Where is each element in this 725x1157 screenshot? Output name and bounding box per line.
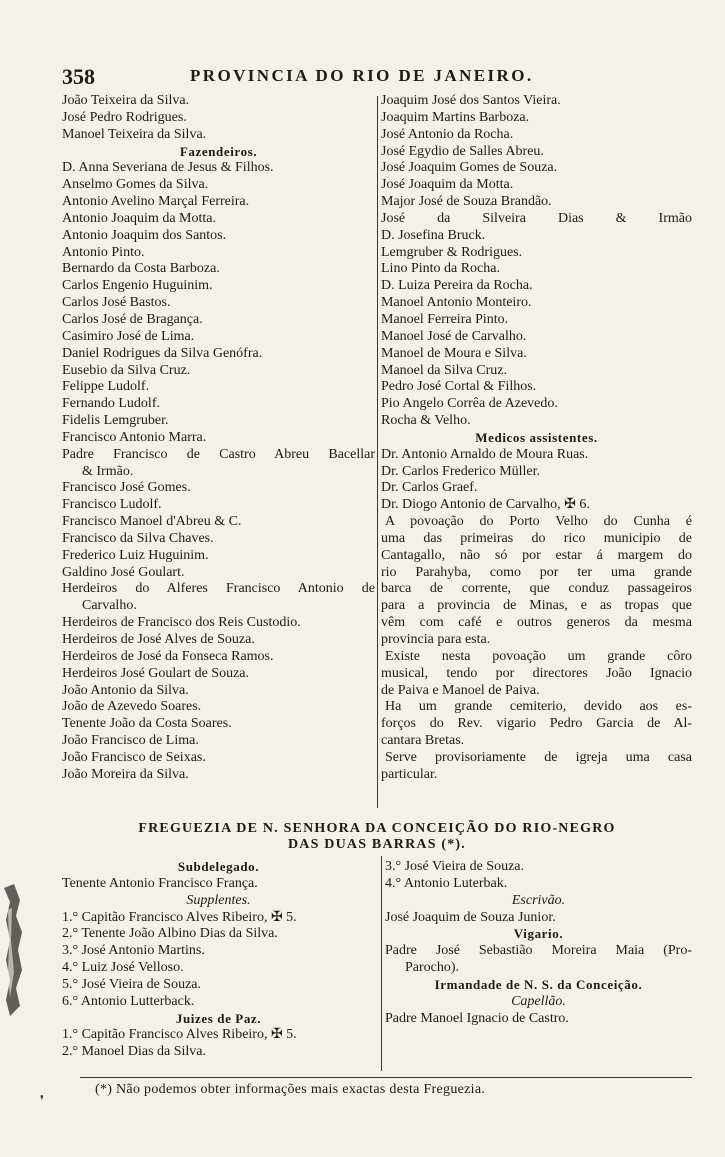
list-item: Antonio Joaquim da Motta.: [62, 210, 216, 226]
list-item: Manoel José de Carvalho.: [381, 328, 527, 344]
paragraph-line: A povoação do Porto Velho do Cunha é: [385, 514, 692, 530]
list-item: João Antonio da Silva.: [62, 682, 189, 698]
paragraph-line: rio Parahyba, como por ter uma grande: [381, 564, 692, 580]
list-item: Carlos Engenio Huguinim.: [62, 278, 213, 294]
page-title: PROVINCIA DO RIO DE JANEIRO.: [190, 66, 534, 85]
list-item: João Francisco de Seixas.: [62, 749, 206, 765]
right-column: [381, 93, 692, 784]
freguezia-right-column: [385, 859, 692, 1027]
list-item: Francisco Ludolf.: [62, 497, 162, 513]
list-item: D. Luiza Pereira da Rocha.: [381, 278, 533, 294]
section-heading-escrivao: Escrivão.: [511, 892, 566, 908]
list-item: Manoel Antonio Monteiro.: [381, 295, 532, 311]
list-item: 2.° Tenente João Albino Dias da Silva.: [62, 926, 278, 942]
list-item: Antonio Joaquim dos Santos.: [62, 227, 227, 243]
list-item: João Moreira da Silva.: [62, 766, 189, 782]
list-item: Manoel Teixeira da Silva.: [62, 126, 207, 142]
footnote: (*) Não podemos obter informações mais exactas desta Freguezia.: [95, 1082, 486, 1097]
list-item: Dr. Carlos Graef.: [381, 480, 478, 496]
paragraph-line: barca de corrente, que conduz passageiros: [381, 581, 692, 597]
list-item: Casimiro José de Lima.: [62, 328, 195, 344]
list-item: João Teixeira da Silva.: [62, 93, 190, 108]
list-item: Padre José Sebastião Moreira Maia (Pro-: [385, 943, 692, 959]
paragraph-line: particular.: [381, 766, 438, 782]
list-item: Dr. Antonio Arnaldo de Moura Ruas.: [381, 446, 589, 462]
binding-edge-image: [0, 880, 26, 1020]
list-item: D. Anna Severiana de Jesus & Filhos.: [62, 160, 274, 176]
section-heading-juizes: Juizes de Paz.: [175, 1010, 262, 1026]
list-item: Galdino José Goulart.: [62, 564, 185, 580]
list-item: Joaquim Martins Barboza.: [381, 109, 530, 125]
section-heading-irmandade: Irmandade de N. S. da Conceição.: [434, 976, 643, 992]
paragraph-line: vêm com café e outros generos da mesma: [381, 615, 692, 631]
list-item: Manoel de Moura e Silva.: [381, 345, 527, 361]
list-item: 4.° Luiz José Velloso.: [62, 960, 184, 976]
list-item: Bernardo da Costa Barboza.: [62, 261, 220, 277]
list-item: Padre Manoel Ignacio de Castro.: [385, 1010, 569, 1026]
paragraph-line: uma das primeiras do rico municipio de: [381, 530, 692, 546]
left-column: [62, 93, 375, 784]
paragraph-line: Serve provisoriamente de igreja uma casa: [385, 749, 692, 765]
list-item: Herdeiros de Francisco dos Reis Custodio.: [62, 615, 301, 631]
list-item: 2.° Manoel Dias da Silva.: [62, 1044, 207, 1060]
list-item: Tenente Antonio Francisco França.: [62, 875, 258, 891]
list-item: Manoel da Silva Cruz.: [381, 362, 507, 378]
paragraph-line: forços do Rev. vigario Pedro Garcia de Al-: [381, 716, 692, 732]
list-item: José Joaquim Gomes de Souza.: [381, 160, 558, 176]
list-item: 6.° Antonio Lutterback.: [62, 993, 195, 1009]
list-item: 1.° Capitão Francisco Alves Ribeiro, ✠ 5.: [62, 909, 297, 925]
list-item: Rocha & Velho.: [381, 413, 471, 429]
section-heading-capellao: Capellão.: [511, 993, 566, 1009]
list-item: 3.° José Vieira de Souza.: [385, 859, 525, 874]
list-item: João de Azevedo Soares.: [62, 699, 202, 715]
list-item-continuation: & Irmão.: [82, 463, 134, 479]
list-item: 1.° Capitão Francisco Alves Ribeiro, ✠ 5.: [62, 1027, 297, 1043]
paragraph-line: de Paiva e Manoel de Paiva.: [381, 682, 540, 698]
page-number: 358: [62, 64, 95, 89]
section-heading-supplentes: Supplentes.: [186, 892, 251, 908]
column-divider: [381, 856, 382, 1071]
freguezia-title-line1: FREGUEZIA DE N. SENHORA DA CONCEIÇÃO DO RIO-NEGRO: [138, 821, 616, 836]
paragraph-line: musical, tendo por directores João Ignacio: [381, 665, 692, 681]
list-item: Dr. Carlos Frederico Müller.: [381, 463, 541, 479]
list-item-continuation: Parocho).: [405, 960, 460, 976]
list-item: D. Josefina Bruck.: [381, 227, 486, 243]
list-item: Fidelis Lemgruber.: [62, 413, 169, 429]
list-item: Daniel Rodrigues da Silva Genófra.: [62, 345, 263, 361]
paragraph-line: Existe nesta povoação um grande côro: [385, 648, 692, 664]
paragraph-line: Cantagallo, não só por estar á margem do: [381, 547, 692, 563]
footnote-divider: [80, 1077, 692, 1078]
list-item: 5.° José Vieira de Souza.: [62, 976, 202, 992]
paragraph-line: Ha um grande cemiterio, devido aos es-: [385, 699, 692, 715]
list-item: Francisco Antonio Marra.: [62, 429, 207, 445]
list-item: José Joaquim da Motta.: [381, 177, 514, 193]
freguezia-title: [62, 821, 692, 853]
list-item: Felippe Ludolf.: [62, 379, 150, 395]
list-item-continuation: Carvalho.: [82, 598, 137, 614]
list-item: Francisco da Silva Chaves.: [62, 530, 214, 546]
list-item: Carlos José Bastos.: [62, 295, 171, 311]
list-item: 3.° José Antonio Martins.: [62, 943, 205, 959]
paragraph-line: cantara Bretas.: [381, 733, 465, 749]
list-item: Pio Angelo Corrêa de Azevedo.: [381, 396, 558, 412]
list-item: Antonio Avelino Marçal Ferreira.: [62, 194, 250, 210]
list-item: Manoel Ferreira Pinto.: [381, 311, 509, 327]
list-item: Padre Francisco de Castro Abreu Bacellar: [62, 446, 375, 462]
list-item: Fernando Ludolf.: [62, 396, 160, 412]
list-item: 4.° Antonio Luterbak.: [385, 875, 508, 891]
list-item: Tenente João da Costa Soares.: [62, 716, 232, 732]
list-item: João Francisco de Lima.: [62, 733, 199, 749]
list-item: Frederico Luiz Huguinim.: [62, 547, 209, 563]
list-item: Dr. Diogo Antonio de Carvalho, ✠ 6.: [381, 497, 590, 513]
list-item: José Pedro Rodrigues.: [62, 109, 187, 125]
list-item: José Joaquim de Souza Junior.: [385, 909, 556, 925]
list-item: Lino Pinto da Rocha.: [381, 261, 500, 277]
list-item: Carlos José de Bragança.: [62, 311, 203, 327]
list-item: Herdeiros José Goulart de Souza.: [62, 665, 250, 681]
list-item: Anselmo Gomes da Silva.: [62, 177, 209, 193]
section-heading-subdelegado: Subdelegado.: [177, 859, 260, 874]
paragraph-line: provincia para esta.: [381, 632, 491, 647]
list-item: Francisco Manoel d'Abreu & C.: [62, 514, 242, 530]
list-item: Major José de Souza Brandão.: [381, 194, 552, 210]
paragraph-line: para a provincia de Minas, e as tropas que: [381, 598, 692, 614]
list-item: Lemgruber & Rodrigues.: [381, 244, 523, 260]
freguezia-title-line2: DAS DUAS BARRAS (*).: [287, 837, 466, 852]
list-item: Herdeiros de José Alves de Souza.: [62, 632, 255, 647]
list-item: Eusebio da Silva Cruz.: [62, 362, 191, 378]
stray-mark-icon: ❜: [40, 1093, 44, 1107]
list-item: Herdeiros de José da Fonseca Ramos.: [62, 648, 274, 664]
section-heading-vigario: Vigario.: [513, 926, 564, 942]
list-item: José Antonio da Rocha.: [381, 126, 514, 142]
freguezia-left-column: [62, 859, 375, 1061]
list-item: Antonio Pinto.: [62, 244, 145, 260]
section-heading-fazendeiros: Fazendeiros.: [179, 143, 258, 159]
section-heading-medicos: Medicos assistentes.: [475, 429, 598, 445]
list-item: Herdeiros do Alferes Francisco Antonio de: [62, 581, 375, 597]
list-item: Francisco José Gomes.: [62, 480, 191, 496]
column-divider: [377, 96, 378, 808]
list-item: José Egydio de Salles Abreu.: [381, 143, 544, 159]
list-item: José da Silveira Dias & Irmão: [381, 210, 692, 226]
running-head: [62, 64, 662, 89]
list-item: Pedro José Cortal & Filhos.: [381, 379, 537, 395]
list-item: Joaquim José dos Santos Vieira.: [381, 93, 561, 108]
